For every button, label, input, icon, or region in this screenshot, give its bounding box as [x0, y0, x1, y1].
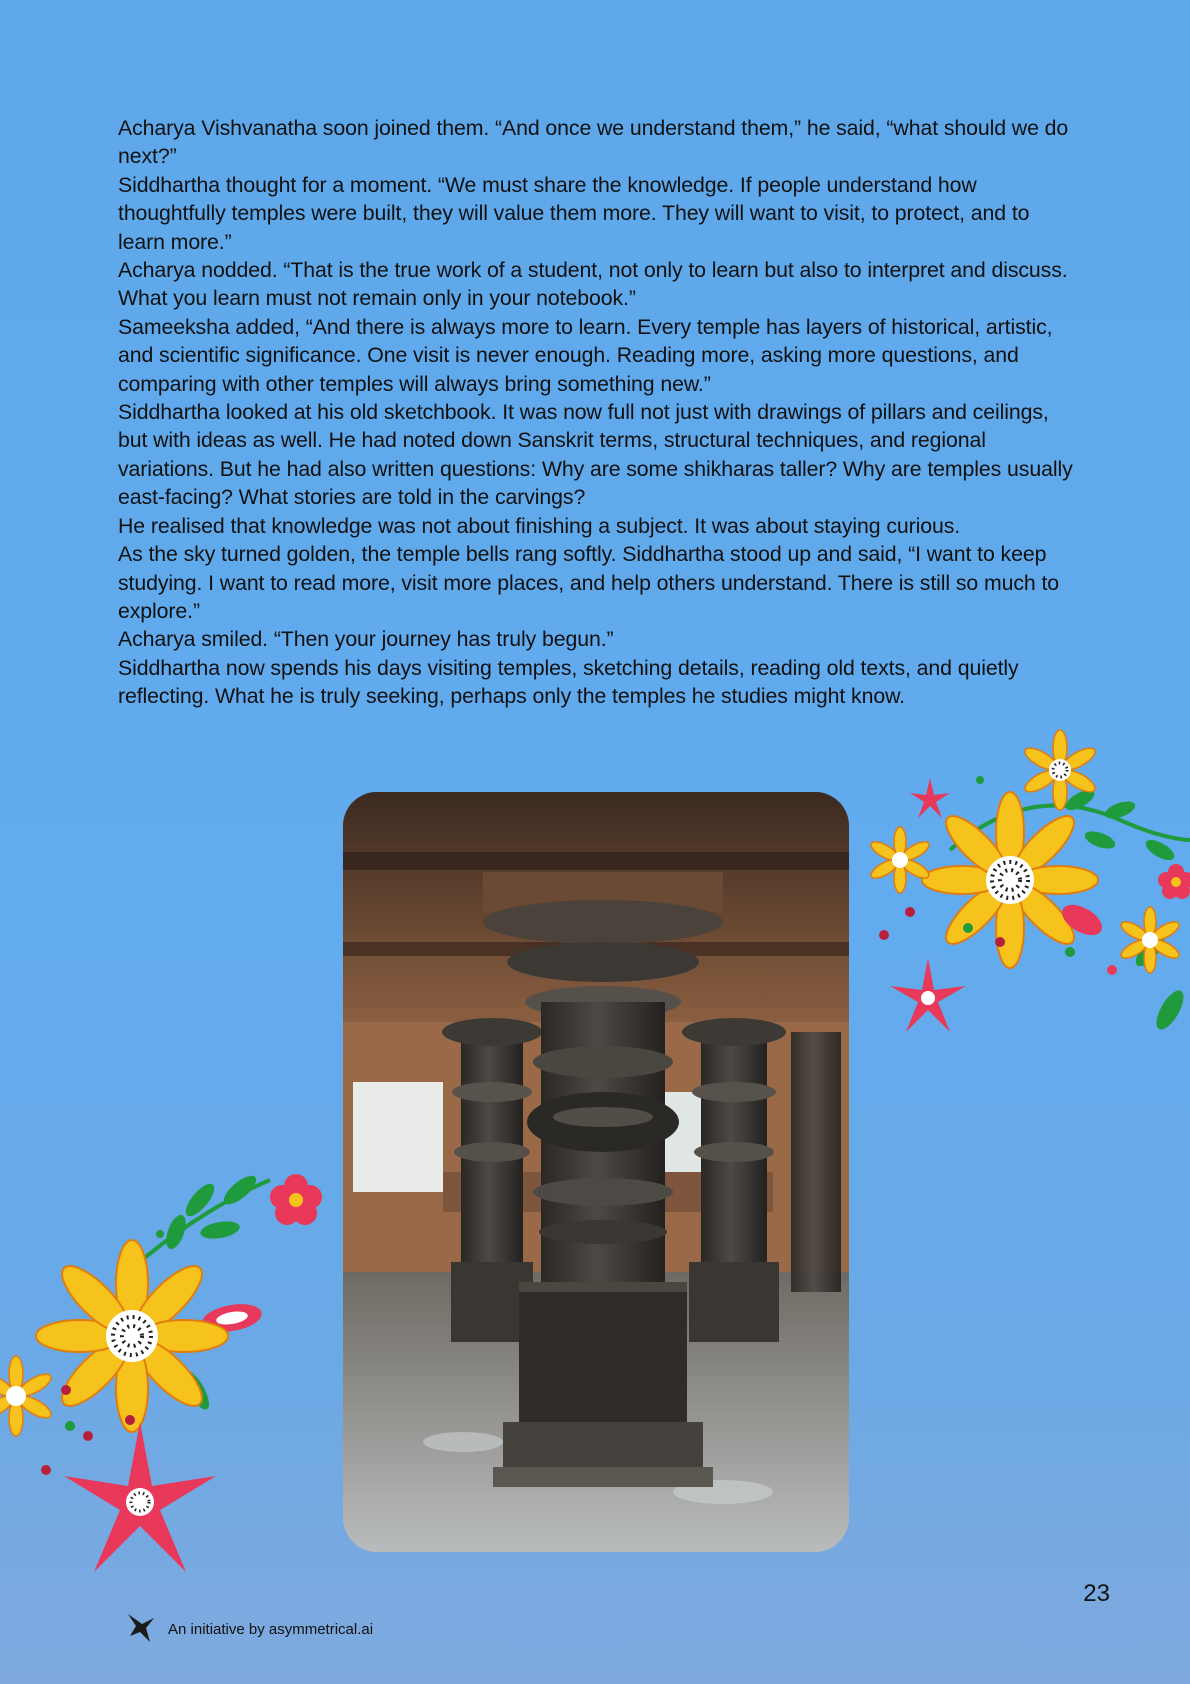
story-paragraph-8: Acharya smiled. “Then your journey has truly begun.”	[118, 627, 614, 652]
flower-cluster-icon	[0, 1160, 330, 1590]
story-paragraph-3: Acharya nodded. “That is the true work of a student, not only to learn but also to interpret and discuss. What you learn must not remain only in your notebook.”	[118, 258, 1068, 311]
initiative-text: An initiative by asymmetrical.ai	[168, 1620, 374, 1638]
story-paragraph-2: Siddhartha thought for a moment. “We must share the knowledge. If people understand how thoughtfully temples were built, they will value them more. They will want to visit, to protect, and to learn more.”	[118, 172, 1030, 254]
decorative-flowers-right	[860, 720, 1190, 1105]
decorative-flowers-left	[0, 1160, 330, 1595]
temple-pillars-illustration	[343, 792, 849, 1552]
story-text	[118, 114, 1078, 711]
bird-logo-icon	[126, 1610, 156, 1648]
story-paragraph-5: Siddhartha looked at his old sketchbook. It was now full not just with drawings of pillars and ceilings, but with ideas as well. He had noted down Sanskrit terms, structural techniques, and regional variations. But he had also written questions: Why are some shikharas taller? Why are temples usually east-facing? What stories are told in the carvings?	[118, 400, 1073, 510]
story-paragraph-9: Siddhartha now spends his days visiting temples, sketching details, reading old texts, and quietly reflecting. What he is truly seeking, perhaps only the temples he studies might know.	[118, 655, 1019, 709]
story-paragraph-7: As the sky turned golden, the temple bells rang softly. Siddhartha stood up and said, “I want to keep studying. I want to read more, visit more places, and help others understand. There is still so much to explore.”	[118, 542, 1060, 623]
footer	[126, 1610, 373, 1648]
story-paragraph-4: Sameeksha added, “And there is always more to learn. Every temple has layers of historical, artistic, and scientific significance. One visit is never enough. Reading more, asking more questions, and comparing with other temples will always bring something new.”	[118, 314, 1053, 396]
flower-cluster-icon	[860, 720, 1190, 1100]
story-paragraph-6: He realised that knowledge was not about finishing a subject. It was about staying curious.	[118, 513, 961, 538]
temple-pillars-photo	[343, 792, 849, 1552]
story-paragraph-1: Acharya Vishvanatha soon joined them. “And once we understand them,” he said, “what should we do next?”	[118, 116, 1069, 169]
page-number: 23	[1083, 1580, 1110, 1607]
